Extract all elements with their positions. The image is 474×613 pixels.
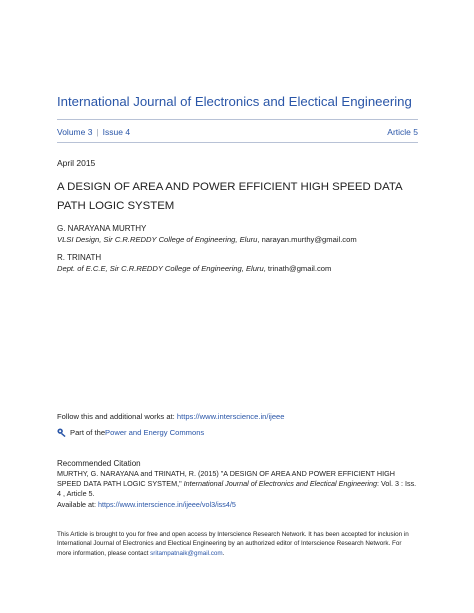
author-email: , narayan.murthy@gmail.com [257,235,357,244]
issue-link[interactable]: Issue 4 [102,127,131,137]
separator: | [96,127,99,137]
header-divider-bottom [57,142,418,143]
volume-issue [57,127,130,137]
footer-end: . [222,549,225,557]
footer-notice [57,530,417,558]
citation-journal: International Journal of Electronics and Electical Engineering [183,479,378,489]
follow-line [57,412,285,421]
author-name: G. NARAYANA MURTHY [57,224,147,233]
footer-text: This Article is brought to you for free and open access by Interscience Research Network. It has been accepted for inclusion in International Journal of Electronics and Electical Engineering by an authorized editor of Interscience Research Network. For more information, please contact [57,531,409,557]
affiliation-text: Dept. of E.C.E, Sir C.R.REDDY College of Engineering, Eluru [57,264,264,273]
author-affiliation [57,264,331,273]
header-divider-top [57,119,418,120]
journal-title[interactable]: International Journal of Electronics and Electical Engineering [57,94,412,109]
publication-date: April 2015 [57,158,96,168]
author-affiliation [57,235,357,244]
part-of-line [57,428,204,437]
bepress-commons-icon [57,428,66,437]
affiliation-text: VLSI Design, Sir C.R.REDDY College of Engineering, Eluru [57,235,258,244]
citation-heading: Recommended Citation [57,459,141,468]
follow-link[interactable]: https://www.interscience.in/ijeee [176,412,285,421]
article-title: A DESIGN OF AREA AND POWER EFFICIENT HIGH SPEED DATA PATH LOGIC SYSTEM [57,181,402,212]
citation-volume: : Vol. 3 : Iss. 4 , Article 5. [57,479,417,499]
author-name: R. TRINATH [57,253,102,262]
author-email: , trinath@gmail.com [263,264,332,273]
available-prefix: Available at: [57,499,99,509]
article-number[interactable]: Article 5 [387,127,418,137]
issue-info-row [57,127,418,137]
part-of-prefix: Part of the [70,428,106,437]
contact-email-link[interactable]: sritampatnaik@gmail.com [150,549,223,557]
citation-body: MURTHY, G. NARAYANA and TRINATH, R. (2015) "A DESIGN OF AREA AND POWER EFFICIENT HIGH SPEED DATA PATH LOGIC SYSTEM," [57,469,395,489]
follow-prefix: Follow this and additional works at: [57,412,177,421]
available-link[interactable]: https://www.interscience.in/ijeee/vol3/iss4/5 [98,499,236,509]
volume-link[interactable]: Volume 3 [57,127,93,137]
discipline-link[interactable]: Power and Energy Commons [105,428,205,437]
citation-text [57,469,417,510]
